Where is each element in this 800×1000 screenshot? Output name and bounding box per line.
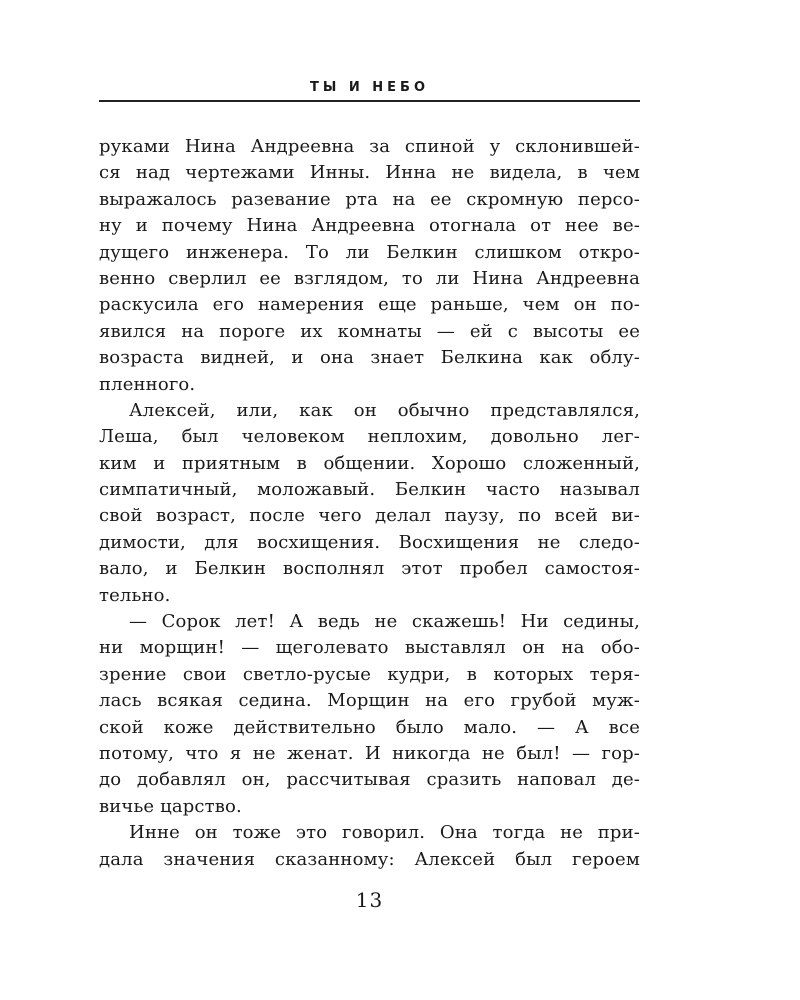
text-line: потому, что я не женат. И никогда не был! — гор-	[99, 742, 640, 764]
text-line: раскусила его намерения еще раньше, чем он по-	[99, 294, 640, 316]
text-line: руками Нина Андреевна за спиной у склонившей-	[99, 136, 640, 157]
paragraph-start-line: Инне он тоже это говорил. Она тогда не при-	[129, 822, 640, 844]
text-line: зрение свои светло-русые кудри, в которых теря-	[99, 663, 640, 685]
text-line: лась всякая седина. Морщин на его грубой муж-	[99, 690, 640, 712]
text-line: димости, для восхищения. Восхищения не следо-	[99, 531, 640, 553]
text-line: возраста видней, и она знает Белкина как облу-	[99, 347, 640, 369]
body-text	[99, 134, 640, 873]
text-line: вичье царство.	[99, 795, 242, 817]
text-line: тельно.	[99, 584, 171, 606]
page-number: 13	[355, 888, 384, 912]
text-line: дала значения сказанному: Алексей был героем	[99, 848, 640, 870]
text-line: дущего инженера. То ли Белкин слишком откро-	[99, 241, 640, 263]
running-head: ТЫ И НЕБО	[310, 80, 429, 95]
text-line: ну и почему Нина Андреевна отогнала от нее ве-	[99, 215, 640, 237]
text-line: явился на пороге их комнаты — ей с высоты ее	[99, 320, 640, 342]
text-line: вало, и Белкин восполнял этот пробел самостоя-	[99, 558, 640, 580]
paragraph-start-line: — Сорок лет! А ведь не скажешь! Ни седины,	[129, 611, 640, 633]
text-line: ской коже действительно было мало. — А все	[99, 716, 640, 738]
text-line: пленного.	[99, 373, 196, 395]
text-line: выражалось разевание рта на ее скромную персо-	[99, 188, 640, 210]
text-line: до добавлял он, рассчитывая сразить наповал де-	[99, 769, 640, 791]
text-line: ни морщин! — щеголевато выставлял он на обо-	[99, 637, 640, 659]
paragraph-start-line: Алексей, или, как он обычно представлялся,	[129, 399, 640, 421]
text-line: свой возраст, после чего делал паузу, по всей ви-	[99, 505, 640, 527]
text-line: ся над чертежами Инны. Инна не видела, в чем	[99, 162, 640, 184]
text-line: ким и приятным в общении. Хорошо сложенный,	[99, 452, 640, 474]
text-line: венно сверлил ее взглядом, то ли Нина Андреевна	[99, 267, 640, 289]
text-line: симпатичный, моложавый. Белкин часто называл	[99, 479, 640, 501]
header-rule	[99, 100, 640, 102]
text-line: Леша, был человеком неплохим, довольно лег-	[99, 426, 640, 448]
